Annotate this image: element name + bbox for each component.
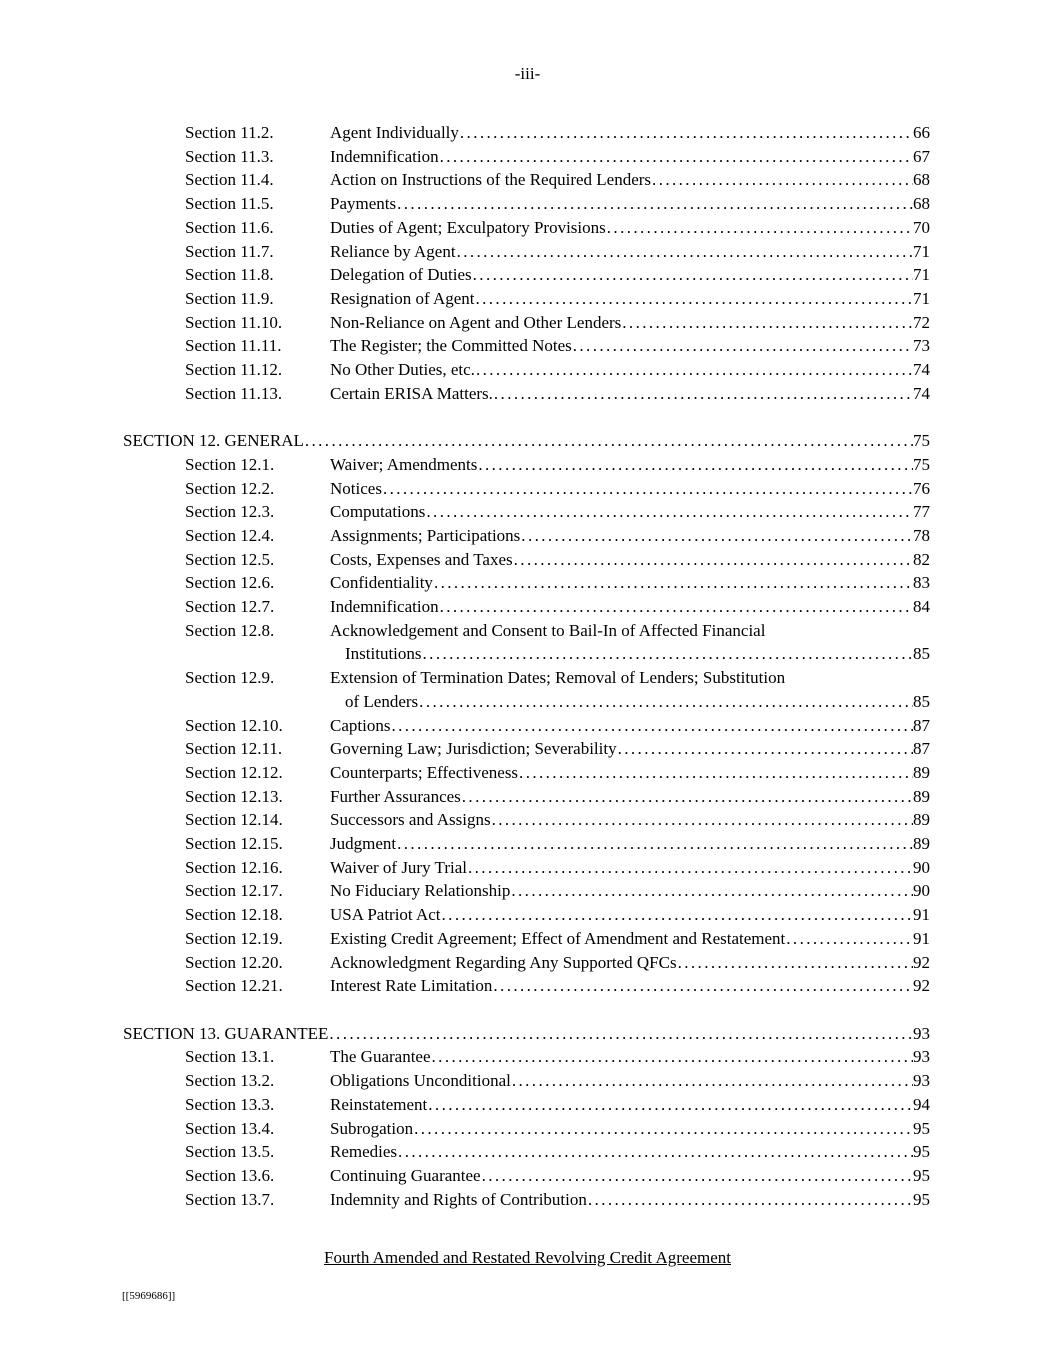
dot-leader	[468, 856, 913, 880]
toc-title-line	[330, 856, 930, 880]
dot-leader	[423, 642, 913, 666]
toc-entry-content	[330, 121, 930, 145]
dot-leader	[383, 477, 913, 501]
toc-title-line	[330, 595, 930, 619]
dot-leader	[478, 453, 913, 477]
toc-title-line	[330, 192, 930, 216]
toc-entry-content	[330, 240, 930, 264]
toc-entry-title: The Register; the Committed Notes	[330, 336, 572, 356]
toc-page-number: 68	[913, 194, 930, 214]
toc-page-number: 85	[913, 691, 930, 711]
dot-leader	[493, 974, 913, 998]
toc-entry	[123, 903, 930, 927]
toc-entry	[123, 311, 930, 335]
toc-title-line	[330, 1093, 930, 1117]
toc-entry	[123, 571, 930, 595]
dot-leader	[442, 903, 913, 927]
toc-entry-content	[330, 1093, 930, 1117]
toc-entry-content	[330, 263, 930, 287]
toc-entry-content	[330, 311, 930, 335]
dot-leader	[434, 571, 913, 595]
toc-entry-label: Section 12.21.	[185, 976, 283, 996]
toc-entry-label: Section 13.1.	[185, 1047, 275, 1067]
toc-title-line	[330, 642, 930, 666]
toc-entry	[123, 808, 930, 832]
toc-page-number: 71	[913, 265, 930, 285]
toc-entry	[123, 666, 930, 713]
toc-entry-label: Section 12.16.	[185, 857, 283, 877]
toc-page-number: 73	[913, 336, 930, 356]
toc-entry-title: Governing Law; Jurisdiction; Severability	[330, 739, 617, 759]
dot-leader	[397, 192, 913, 216]
toc-entry-label: Section 13.4.	[185, 1118, 275, 1138]
toc-entry-title: Non-Reliance on Agent and Other Lenders	[330, 312, 622, 332]
toc-page-number: 91	[913, 905, 930, 925]
toc-page-number: 76	[913, 478, 930, 498]
toc-entry	[123, 927, 930, 951]
toc-entry-title: No Fiduciary Relationship	[330, 881, 511, 901]
toc-page-number: 87	[913, 715, 930, 735]
toc-entry-title: Assignments; Participations	[330, 525, 521, 545]
toc-entry-title: Waiver of Jury Trial	[330, 857, 467, 877]
toc-entry-title: Resignation of Agent	[330, 288, 475, 308]
dot-leader	[607, 216, 913, 240]
toc-entry	[123, 619, 930, 666]
toc-entry-content	[330, 524, 930, 548]
toc-entry-title: Payments	[330, 194, 397, 214]
toc-heading-label: SECTION 12. GENERAL	[123, 431, 304, 451]
toc-entry	[123, 761, 930, 785]
toc-entry	[123, 121, 930, 145]
toc-page-number: 78	[913, 525, 930, 545]
toc-title-line	[330, 121, 930, 145]
toc-entry-title: Reliance by Agent	[330, 241, 456, 261]
dot-leader	[511, 879, 913, 903]
toc-entry-label: Section 11.4.	[185, 170, 274, 190]
toc-page-number: 92	[913, 976, 930, 996]
toc-entry	[123, 1117, 930, 1141]
toc-entry-label: Section 12.4.	[185, 525, 275, 545]
dot-leader	[475, 287, 913, 311]
toc-title-line	[330, 903, 930, 927]
toc-entry-title: Certain ERISA Matters.	[330, 383, 493, 403]
dot-leader	[514, 548, 913, 572]
toc-title-line	[330, 1117, 930, 1141]
toc-entry	[123, 548, 930, 572]
toc-page-number: 93	[913, 1047, 930, 1067]
toc-entry	[123, 192, 930, 216]
toc-page-number: 82	[913, 549, 930, 569]
toc-page-number: 90	[913, 857, 930, 877]
toc-entry-title: Computations	[330, 502, 426, 522]
toc-entry-content	[330, 974, 930, 998]
toc-page-number: 83	[913, 573, 930, 593]
toc-entry-label: Section 11.3.	[185, 146, 274, 166]
toc-page-number: 89	[913, 762, 930, 782]
page-folio: -iii-	[514, 64, 541, 83]
toc-entry	[123, 524, 930, 548]
toc-entry-content	[330, 595, 930, 619]
toc-title-line	[330, 714, 930, 738]
toc-entry-label: Section 12.14.	[185, 810, 283, 830]
toc-page-number: 72	[913, 312, 930, 332]
toc-entry	[123, 500, 930, 524]
dot-leader	[462, 785, 913, 809]
toc-entry-title: No Other Duties, etc.	[330, 360, 475, 380]
toc-title-line	[330, 168, 930, 192]
toc-entry-title: Reinstatement	[330, 1094, 428, 1114]
toc-entry	[123, 1188, 930, 1212]
dot-leader	[519, 761, 913, 785]
toc-entry-content	[330, 1188, 930, 1212]
dot-leader	[440, 595, 913, 619]
toc-entry-title: Existing Credit Agreement; Effect of Amendment and Restatement	[330, 928, 786, 948]
toc-title-line	[330, 1069, 930, 1093]
toc-entry	[123, 1069, 930, 1093]
toc-entry-title: Further Assurances	[330, 786, 461, 806]
toc-page-number: 95	[913, 1142, 930, 1162]
toc-entry	[123, 334, 930, 358]
toc-title-line	[330, 832, 930, 856]
toc-title-line	[330, 216, 930, 240]
toc-page-number: 67	[913, 146, 930, 166]
toc-entry-label: Section 13.5.	[185, 1142, 275, 1162]
toc-entry	[123, 714, 930, 738]
toc-entry-label: Section 12.9.	[185, 668, 275, 688]
toc-title-line	[330, 1188, 930, 1212]
toc-title-line	[330, 548, 930, 572]
toc-page-number: 95	[913, 1165, 930, 1185]
toc-entry	[123, 785, 930, 809]
dot-leader	[786, 927, 913, 951]
dot-leader	[428, 1093, 913, 1117]
toc-page-number: 95	[913, 1189, 930, 1209]
toc-group	[123, 121, 930, 405]
toc-entry-content	[330, 785, 930, 809]
toc-title-line	[330, 1164, 930, 1188]
toc-entry-label: Section 11.13.	[185, 383, 283, 403]
toc-entry-content	[330, 1140, 930, 1164]
toc-title-line	[330, 477, 930, 501]
toc-title-line	[330, 785, 930, 809]
toc-entry-title: The Guarantee	[330, 1047, 431, 1067]
toc-entry	[123, 453, 930, 477]
toc-entry-title: Acknowledgement and Consent to Bail-In of Affected Financial	[330, 620, 766, 640]
toc-entry-content	[330, 951, 930, 975]
toc-entry-title: USA Patriot Act	[330, 905, 441, 925]
toc-entry-content	[330, 619, 930, 666]
toc-entry-label: Section 12.8.	[185, 620, 275, 640]
toc-page-number: 90	[913, 881, 930, 901]
toc-page-number: 94	[913, 1094, 930, 1114]
toc-group	[123, 429, 930, 998]
toc-entry-label: Section 11.6.	[185, 217, 274, 237]
toc-page-number: 71	[913, 288, 930, 308]
dot-leader	[652, 168, 913, 192]
dot-leader	[305, 429, 913, 453]
toc-title-line	[330, 263, 930, 287]
toc-entry-content	[330, 666, 930, 713]
toc-entry-label: Section 12.2.	[185, 478, 275, 498]
toc-page-number: 93	[913, 1023, 930, 1043]
toc-page-number: 92	[913, 952, 930, 972]
toc-entry	[123, 1045, 930, 1069]
footer	[0, 1246, 1055, 1270]
toc-entry-label: Section 11.7.	[185, 241, 274, 261]
toc-heading-label: SECTION 13. GUARANTEE	[123, 1023, 329, 1043]
toc-title-line	[330, 287, 930, 311]
toc-entry	[123, 974, 930, 998]
dot-leader	[618, 737, 913, 761]
toc-entry-label: Section 12.10.	[185, 715, 283, 735]
toc-page-number: 89	[913, 786, 930, 806]
toc-entry	[123, 263, 930, 287]
toc-entry-content	[330, 382, 930, 406]
toc-entry-content	[330, 548, 930, 572]
toc-page-number: 74	[913, 383, 930, 403]
toc-title-line	[330, 571, 930, 595]
toc-entry	[123, 1164, 930, 1188]
toc-entry-title: Duties of Agent; Exculpatory Provisions	[330, 217, 606, 237]
dot-leader	[573, 334, 913, 358]
dot-leader	[397, 832, 913, 856]
toc-entry-label: Section 12.11.	[185, 739, 283, 759]
toc-entry-title: Indemnification	[330, 146, 439, 166]
toc-entry-title: Indemnity and Rights of Contribution	[330, 1189, 587, 1209]
toc-page-number: 87	[913, 739, 930, 759]
toc-entry-title: of Lenders	[345, 691, 419, 711]
toc-title-line	[330, 951, 930, 975]
toc-entry-title: Subrogation	[330, 1118, 414, 1138]
toc-title-line	[330, 879, 930, 903]
toc-entry-label: Section 13.6.	[185, 1165, 275, 1185]
toc-title-line	[330, 453, 930, 477]
dot-leader	[512, 1069, 913, 1093]
toc-entry-title: Captions	[330, 715, 391, 735]
toc-entry	[123, 358, 930, 382]
toc-page-number: 84	[913, 597, 930, 617]
toc-entry	[123, 737, 930, 761]
toc-entry-label: Section 12.20.	[185, 952, 283, 972]
toc-title-line	[330, 1045, 930, 1069]
toc-entry-label: Section 12.19.	[185, 928, 283, 948]
toc-title-line	[330, 737, 930, 761]
toc-section-heading	[123, 429, 930, 453]
toc-title-line	[330, 974, 930, 998]
toc-entry-label: Section 11.11.	[185, 336, 282, 356]
toc-entry	[123, 216, 930, 240]
toc-entry	[123, 879, 930, 903]
toc-entry-title: Counterparts; Effectiveness	[330, 762, 519, 782]
toc-page-number: 71	[913, 241, 930, 261]
toc-entry-title: Remedies	[330, 1142, 398, 1162]
dot-leader	[460, 121, 913, 145]
toc	[123, 121, 930, 1235]
toc-group	[123, 1022, 930, 1212]
toc-entry-content	[330, 500, 930, 524]
toc-entry-content	[330, 571, 930, 595]
toc-entry-label: Section 12.1.	[185, 454, 275, 474]
dot-leader	[482, 1164, 913, 1188]
toc-entry-label: Section 11.10.	[185, 312, 283, 332]
toc-title-line	[330, 311, 930, 335]
toc-page-number: 75	[913, 431, 930, 451]
toc-title-line	[330, 808, 930, 832]
toc-entry-title: Successors and Assigns	[330, 810, 491, 830]
document-stamp: [[5969686]]	[122, 1290, 176, 1302]
toc-entry-content	[330, 287, 930, 311]
toc-entry-title: Waiver; Amendments	[330, 454, 478, 474]
toc-entry-label: Section 12.12.	[185, 762, 283, 782]
toc-entry-content	[330, 477, 930, 501]
toc-entry	[123, 951, 930, 975]
toc-entry	[123, 1140, 930, 1164]
dot-leader	[678, 951, 913, 975]
toc-entry-label: Section 11.8.	[185, 265, 274, 285]
toc-entry-title: Interest Rate Limitation	[330, 976, 493, 996]
toc-entry-content	[330, 903, 930, 927]
toc-entry-content	[330, 927, 930, 951]
toc-entry-label: Section 12.3.	[185, 502, 275, 522]
toc-entry-label: Section 13.3.	[185, 1094, 275, 1114]
toc-page-number: 70	[913, 217, 930, 237]
toc-entry-title: Agent Individually	[330, 123, 459, 142]
toc-title-line	[330, 382, 930, 406]
toc-entry-content	[330, 737, 930, 761]
dot-leader	[457, 240, 913, 264]
toc-entry-content	[330, 334, 930, 358]
toc-entry-content	[330, 714, 930, 738]
toc-title-line	[330, 1140, 930, 1164]
toc-page-number: 77	[913, 502, 930, 522]
dot-leader	[473, 263, 913, 287]
toc-entry-content	[330, 1117, 930, 1141]
toc-entry-label: Section 12.18.	[185, 905, 283, 925]
toc-page-number: 89	[913, 834, 930, 854]
toc-entry	[123, 240, 930, 264]
toc-entry-content	[330, 168, 930, 192]
dot-leader	[426, 500, 913, 524]
toc-page-number: 85	[913, 644, 930, 664]
toc-entry	[123, 832, 930, 856]
dot-leader	[329, 1022, 913, 1046]
toc-entry-content	[330, 1045, 930, 1069]
toc-title-line	[330, 524, 930, 548]
toc-entry-label: Section 11.9.	[185, 288, 274, 308]
toc-title-line	[330, 690, 930, 714]
toc-entry-title: Indemnification	[330, 597, 439, 617]
toc-entry-content	[330, 1164, 930, 1188]
toc-entry-title: Institutions	[345, 644, 422, 664]
toc-entry-label: Section 12.6.	[185, 573, 275, 593]
toc-page-number: 68	[913, 170, 930, 190]
toc-entry-content	[330, 808, 930, 832]
toc-title-line	[330, 240, 930, 264]
toc-entry	[123, 168, 930, 192]
toc-entry-title: Judgment	[330, 834, 397, 854]
toc-entry	[123, 856, 930, 880]
toc-page-number: 66	[913, 123, 930, 142]
toc-title-line	[330, 500, 930, 524]
toc-section-heading	[123, 1022, 930, 1046]
dot-leader	[476, 358, 913, 382]
toc-page-number: 75	[913, 454, 930, 474]
toc-entry-content	[330, 856, 930, 880]
toc-title-line	[330, 927, 930, 951]
dot-leader	[398, 1140, 913, 1164]
toc-entry-content	[330, 761, 930, 785]
toc-title-line	[330, 358, 930, 382]
toc-entry-content	[330, 1069, 930, 1093]
dot-leader	[440, 145, 913, 169]
toc-entry-label: Section 11.12.	[185, 360, 283, 380]
toc-title-line	[330, 145, 930, 169]
toc-page-number: 95	[913, 1118, 930, 1138]
toc-entry-title: Costs, Expenses and Taxes	[330, 549, 513, 569]
toc-entry	[123, 477, 930, 501]
toc-entry-label: Section 13.7.	[185, 1189, 275, 1209]
toc-entry-title: Notices	[330, 478, 382, 498]
toc-entry-content	[330, 358, 930, 382]
toc-entry-title: Extension of Termination Dates; Removal of Lenders; Substitution	[330, 668, 786, 688]
toc-title-line	[330, 334, 930, 358]
dot-leader	[588, 1188, 913, 1212]
toc-entry-label: Section 12.17.	[185, 881, 283, 901]
toc-title-line	[330, 761, 930, 785]
dot-leader	[492, 808, 913, 832]
toc-entry	[123, 382, 930, 406]
dot-leader	[494, 382, 913, 406]
toc-entry	[123, 287, 930, 311]
toc-entry-title: Confidentiality	[330, 573, 433, 593]
dot-leader	[432, 1045, 913, 1069]
toc-page-number: 89	[913, 810, 930, 830]
toc-entry-title: Obligations Unconditional	[330, 1071, 511, 1091]
toc-page-number: 93	[913, 1071, 930, 1091]
dot-leader	[521, 524, 913, 548]
dot-leader	[622, 311, 913, 335]
toc-entry-content	[330, 453, 930, 477]
toc-entry-content	[330, 832, 930, 856]
toc-page-number: 91	[913, 928, 930, 948]
toc-entry	[123, 145, 930, 169]
toc-entry-content	[330, 216, 930, 240]
toc-entry-title: Continuing Guarantee	[330, 1165, 481, 1185]
dot-leader	[391, 714, 913, 738]
toc-entry-label: Section 12.15.	[185, 834, 283, 854]
toc-entry-label: Section 13.2.	[185, 1071, 275, 1091]
toc-entry-label: Section 12.13.	[185, 786, 283, 806]
toc-entry	[123, 595, 930, 619]
dot-leader	[414, 1117, 913, 1141]
toc-entry-label: Section 12.7.	[185, 597, 275, 617]
dot-leader	[419, 690, 913, 714]
footer-document-title: Fourth Amended and Restated Revolving Credit Agreement	[324, 1248, 731, 1267]
toc-entry	[123, 1093, 930, 1117]
toc-entry-content	[330, 145, 930, 169]
toc-entry-label: Section 11.5.	[185, 194, 274, 214]
toc-entry-label: Section 11.2.	[185, 123, 274, 142]
toc-entry-title: Acknowledgment Regarding Any Supported QFCs	[330, 952, 677, 972]
toc-entry-title: Action on Instructions of the Required Lenders	[330, 170, 652, 190]
toc-entry-label: Section 12.5.	[185, 549, 275, 569]
toc-page-number: 74	[913, 360, 930, 380]
toc-entry-content	[330, 879, 930, 903]
toc-entry-title: Delegation of Duties	[330, 265, 472, 285]
toc-entry-content	[330, 192, 930, 216]
